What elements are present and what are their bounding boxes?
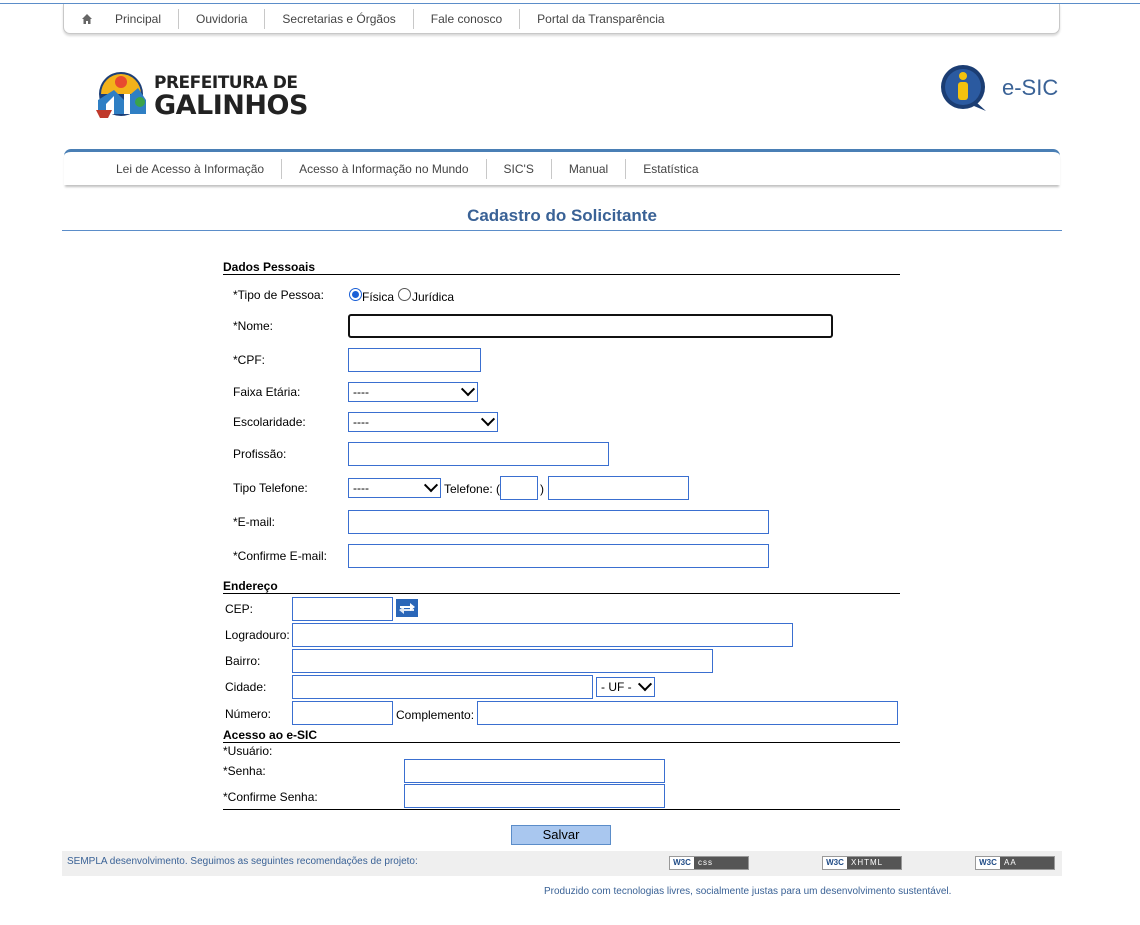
footer-bar	[62, 851, 1062, 876]
cep-label: CEP:	[225, 602, 254, 616]
chevron-down-icon	[461, 382, 475, 396]
subnav-lei-acesso[interactable]: Lei de Acesso à Informação	[116, 161, 265, 176]
complemento-label: Complemento:	[396, 708, 475, 722]
chevron-down-icon	[638, 677, 652, 691]
fisica-label: Física	[362, 290, 395, 304]
ddd-input[interactable]	[500, 476, 538, 500]
telefone-label: Telefone: (	[444, 482, 501, 496]
radio-fisica[interactable]	[349, 288, 362, 301]
info-icon	[940, 64, 988, 112]
logradouro-input[interactable]	[292, 623, 793, 647]
cidade-input[interactable]	[292, 675, 593, 699]
logradouro-label: Logradouro:	[225, 628, 290, 642]
usuario-label: *Usuário:	[223, 744, 273, 758]
confirme-email-label: *Confirme E-mail:	[233, 549, 328, 563]
section-rule	[223, 593, 900, 594]
subnav-sics[interactable]: SIC'S	[486, 159, 551, 179]
title-divider	[62, 230, 1062, 231]
profissao-input[interactable]	[348, 442, 609, 466]
email-label: *E-mail:	[233, 515, 276, 529]
profissao-label: Profissão:	[233, 447, 287, 461]
w3c-logo: W3C	[976, 857, 1000, 869]
juridica-label: Jurídica	[412, 290, 455, 304]
cpf-input[interactable]	[348, 348, 481, 372]
confirme-email-input[interactable]	[348, 544, 769, 568]
tipo-telefone-label: Tipo Telefone:	[233, 481, 308, 495]
w3c-logo: W3C	[823, 857, 847, 869]
nome-input[interactable]	[348, 314, 833, 338]
nav-ouvidoria[interactable]: Ouvidoria	[178, 9, 264, 29]
section-dados-pessoais: Dados Pessoais	[223, 260, 316, 274]
uf-value: - UF -	[601, 680, 632, 694]
esic-label: e-SIC	[1002, 75, 1059, 100]
section-rule	[223, 809, 900, 810]
bairro-input[interactable]	[292, 649, 713, 673]
cep-search-icon[interactable]	[396, 599, 418, 620]
senha-label: *Senha:	[223, 764, 266, 778]
email-input[interactable]	[348, 510, 769, 534]
page-title: Cadastro do Solicitante	[467, 206, 657, 225]
nome-label: *Nome:	[233, 319, 274, 333]
telefone-input[interactable]	[548, 476, 689, 500]
sub-navigation	[64, 149, 1060, 185]
logo-line1: PREFEITURA DE	[154, 73, 298, 93]
escolaridade-label: Escolaridade:	[233, 415, 306, 429]
confirme-senha-label: *Confirme Senha:	[223, 790, 318, 804]
cidade-label: Cidade:	[225, 680, 267, 694]
top-navigation	[63, 4, 1060, 34]
uf-select[interactable]	[596, 677, 655, 697]
nav-principal[interactable]: Principal	[115, 11, 162, 26]
cep-input[interactable]	[292, 597, 393, 621]
tipo-telefone-select[interactable]	[348, 478, 441, 498]
chevron-down-icon	[481, 412, 495, 426]
w3c-aa-badge[interactable]	[975, 856, 1055, 870]
tipo-pessoa-label: *Tipo de Pessoa:	[233, 288, 324, 302]
home-icon[interactable]	[81, 11, 97, 27]
w3c-badge-text: AA	[1000, 857, 1054, 869]
escolaridade-select[interactable]	[348, 412, 498, 432]
logo-emblem-icon	[94, 70, 150, 122]
section-endereco: Endereço	[223, 579, 278, 593]
w3c-badge-text: XHTML	[847, 857, 901, 869]
chevron-down-icon	[424, 478, 438, 492]
nav-fale-conosco[interactable]: Fale conosco	[413, 9, 519, 29]
w3c-xhtml-badge[interactable]	[822, 856, 902, 870]
complemento-input[interactable]	[477, 701, 898, 725]
prefeitura-logo[interactable]	[94, 70, 308, 122]
numero-input[interactable]	[292, 701, 393, 725]
subnav-manual[interactable]: Manual	[551, 159, 625, 179]
section-acesso: Acesso ao e-SIC	[223, 728, 318, 742]
numero-label: Número:	[225, 707, 272, 721]
subnav-acesso-mundo[interactable]: Acesso à Informação no Mundo	[281, 159, 485, 179]
confirme-senha-input[interactable]	[404, 784, 665, 808]
w3c-logo: W3C	[670, 857, 694, 869]
senha-input[interactable]	[404, 759, 665, 783]
produced-note: Produzido com tecnologias livres, socialmente justas para um desenvolvimento sustentável.	[544, 886, 952, 897]
w3c-css-badge[interactable]	[669, 856, 749, 870]
tipo-telefone-value: ----	[353, 481, 369, 495]
nav-portal-transparencia[interactable]: Portal da Transparência	[519, 9, 681, 29]
faixa-etaria-value: ----	[353, 385, 369, 399]
subnav-estatistica[interactable]: Estatística	[625, 159, 715, 179]
bairro-label: Bairro:	[225, 654, 261, 668]
faixa-etaria-label: Faixa Etária:	[233, 385, 301, 399]
faixa-etaria-select[interactable]	[348, 382, 478, 402]
cpf-label: *CPF:	[233, 353, 266, 367]
w3c-badge-text: css	[694, 857, 748, 869]
section-rule	[223, 274, 900, 275]
save-button[interactable]: Salvar	[511, 825, 611, 845]
footer-text: SEMPLA desenvolvimento. Seguimos as seguintes recomendações de projeto:	[67, 856, 418, 867]
section-rule	[223, 742, 900, 743]
telefone-close-paren: )	[540, 482, 544, 496]
escolaridade-value: ----	[353, 415, 369, 429]
nav-secretarias[interactable]: Secretarias e Órgãos	[264, 9, 412, 29]
esic-brand	[940, 64, 1058, 112]
radio-juridica[interactable]	[398, 288, 411, 301]
logo-line2: GALINHOS	[154, 90, 308, 121]
